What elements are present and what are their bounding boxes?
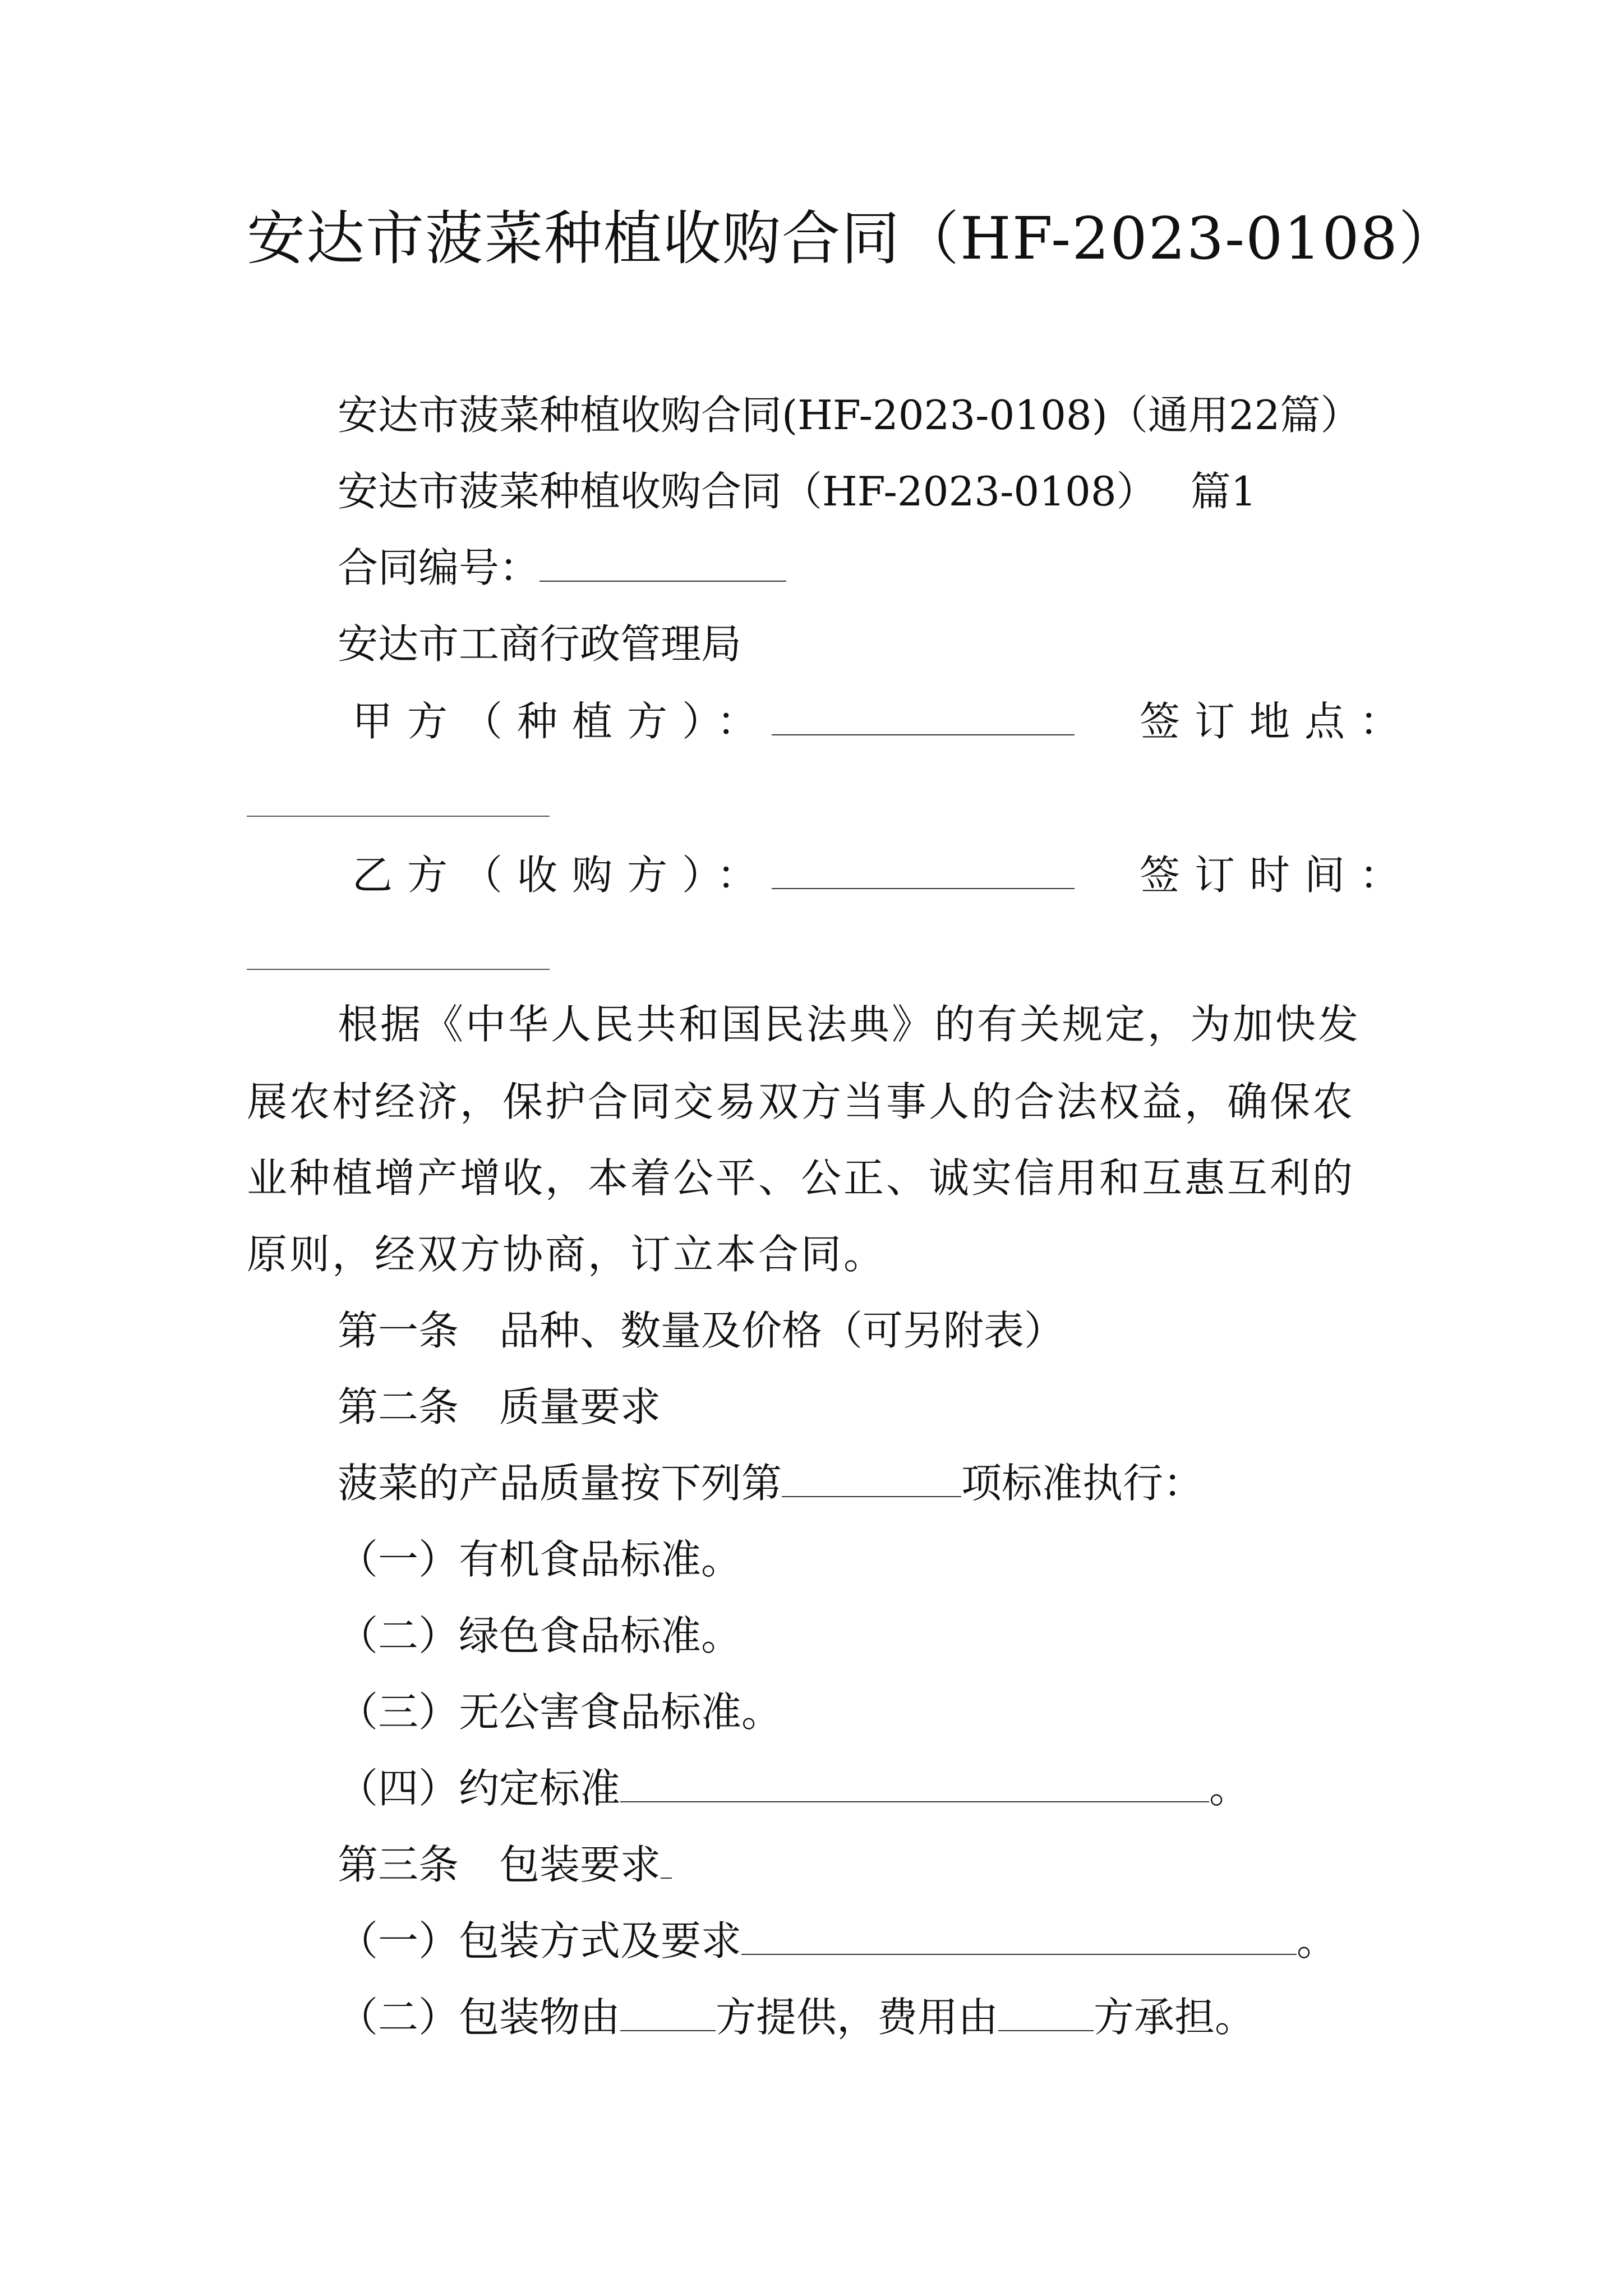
standard-organic: （一）有机食品标准。: [338, 1536, 742, 1583]
subtitle-part-text: 安达市菠菜种植收购合同（HF-2023-0108）: [338, 468, 1157, 515]
party-b-row: [352, 847, 1075, 903]
standard-agreed-row: [338, 1760, 1249, 1816]
preamble-line-3: 业种植增产增收，本着公平、公正、诚实信用和互惠互利的: [247, 1154, 1355, 1202]
quality-standard-row: [338, 1455, 1204, 1511]
article-3-row: [338, 1837, 672, 1893]
packing-method-blank[interactable]: [741, 1920, 1297, 1955]
party-b-label: 乙方（收购方）：: [352, 852, 772, 899]
packing-material-row: [338, 1989, 1255, 2045]
packing-method-row: [338, 1913, 1337, 1969]
standard-agreed-blank[interactable]: [620, 1768, 1209, 1802]
sign-time-label: 签订时间：: [1140, 852, 1415, 899]
article-1: 第一条 品种、数量及价格（可另附表）: [338, 1307, 1065, 1354]
part-label: 篇1: [1190, 468, 1257, 515]
subtitle-part: [338, 463, 1256, 519]
party-a-blank[interactable]: [772, 701, 1075, 735]
quality-prefix: 菠菜的产品质量按下列第: [338, 1460, 782, 1507]
standard-green: （二）绿色食品标准。: [338, 1612, 742, 1659]
party-a-row: [352, 693, 1075, 749]
sign-time-blank[interactable]: [247, 969, 550, 970]
page-title: 安达市菠菜种植收购合同（HF-2023-0108）: [247, 204, 1458, 273]
quality-suffix: 项标准执行：: [961, 1460, 1204, 1507]
period: 。: [1209, 1765, 1250, 1812]
contract-number-row: [338, 540, 786, 596]
standard-agreed-label: （四）约定标准: [338, 1765, 621, 1812]
packing-provider-blank[interactable]: [620, 1996, 716, 2031]
article-3: 第三条 包装要求: [338, 1841, 661, 1888]
party-a-label: 甲方（种植方）：: [352, 698, 772, 745]
article-2: 第二条 质量要求: [338, 1383, 661, 1430]
packing-method-label: （一）包装方式及要求: [338, 1917, 742, 1964]
preamble-line-1: 根据《中华人民共和国民法典》的有关规定，为加快发: [338, 1001, 1361, 1048]
subtitle-general: 安达市菠菜种植收购合同(HF-2023-0108)（通用22篇）: [338, 392, 1361, 439]
bureau: 安达市工商行政管理局: [338, 620, 742, 668]
sign-place-label: 签订地点：: [1140, 698, 1415, 745]
packing-material-label-b: 方提供，费用由: [716, 1994, 999, 2041]
article-3-blank: [661, 1844, 672, 1879]
packing-cost-blank[interactable]: [998, 1996, 1094, 2031]
preamble-line-2: 展农村经济，保护合同交易双方当事人的合法权益，确保农: [247, 1078, 1355, 1125]
packing-material-label-a: （二）包装物由: [338, 1994, 621, 2041]
preamble-line-4: 原则，经双方协商，订立本合同。: [247, 1231, 887, 1278]
contract-number-label: 合同编号：: [338, 544, 540, 591]
packing-material-label-c: 方承担。: [1094, 1994, 1256, 2041]
period: 。: [1297, 1917, 1338, 1964]
quality-item-blank[interactable]: [782, 1462, 961, 1497]
party-b-blank[interactable]: [772, 854, 1075, 889]
sign-place-blank[interactable]: [247, 816, 550, 817]
contract-number-blank[interactable]: [540, 547, 786, 582]
standard-pollution-free: （三）无公害食品标准。: [338, 1688, 782, 1736]
